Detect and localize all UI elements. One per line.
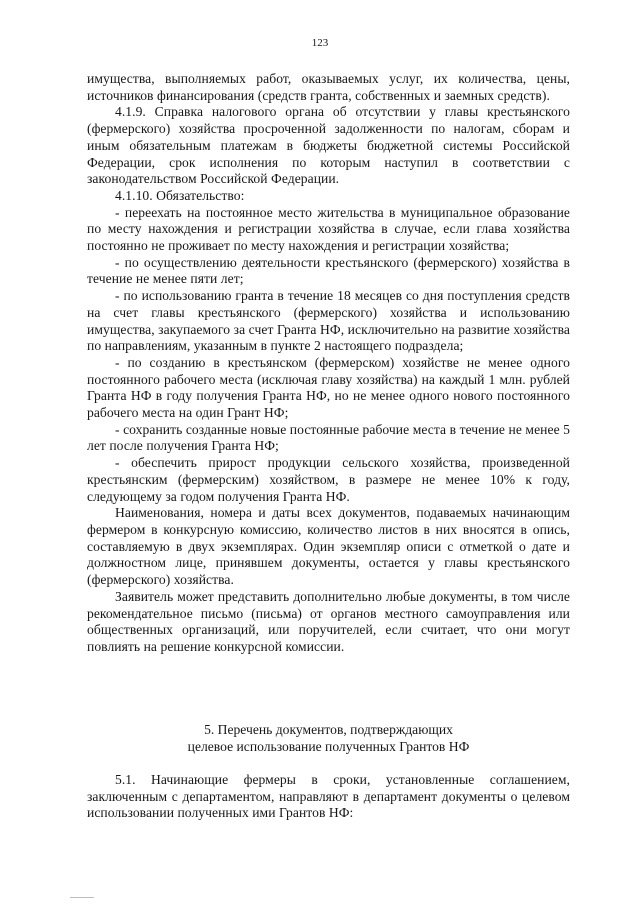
document-body-continued <box>87 772 570 822</box>
section-heading <box>87 721 570 755</box>
list-item: - сохранить созданные новые постоянные рабочие места в течение не менее 5 лет после получения Гранта НФ; <box>87 421 570 454</box>
section-heading-line: 5. Перечень документов, подтверждающих <box>204 722 453 737</box>
list-item: - обеспечить прирост продукции сельского хозяйства, произведенной крестьянским (фермерским) хозяйством, в размере не менее 10% к году, следующему за годом получения Гранта НФ. <box>87 455 570 504</box>
page-number: 123 <box>311 37 329 49</box>
paragraph: 5.1. Начинающие фермеры в сроки, установленные соглашением, заключенным с департаментом, направляют в департамент документы о целевом использовании полученных ими Грантов НФ: <box>87 772 570 821</box>
document-body <box>87 71 570 656</box>
list-item: - по созданию в крестьянском (фермерском) хозяйстве не менее одного постоянного рабочего места (исключая главу хозяйства) на каждый 1 млн. рублей Гранта НФ в году получения Гранта НФ, но не менее одного нового постоянного рабочего места на один Грант НФ; <box>87 354 570 421</box>
list-item: - переехать на постоянное место жительства в муниципальное образование по месту нахождения и регистрации хозяйства в случае, если глава хозяйства постоянно не проживает по месту нахождения и регистрации хозяйства; <box>87 204 570 254</box>
paragraph: Наименования, номера и даты всех документов, подаваемых начинающим фермером в конкурсную комиссию, количество листов в них вносятся в опись, составляемую в двух экземплярах. Один экземпляр описи с отметкой о дате и должностном лице, принявшем документы, остается у главы крестьянского (фермерского) хозяйства. <box>87 505 570 588</box>
scan-edge-mark <box>70 897 94 898</box>
list-item: - по осуществлению деятельности крестьянского (фермерского) хозяйства в течение не менее пяти лет; <box>87 254 570 287</box>
paragraph: Заявитель может представить дополнительно любые документы, в том числе рекомендательное письмо (письма) от органов местного самоуправления или общественных организаций, или поручителей, если считает, что они могут повлиять на решение конкурсной комиссии. <box>87 588 570 654</box>
paragraph: 4.1.10. Обязательство: <box>115 187 245 203</box>
paragraph: 4.1.9. Справка налогового органа об отсутствии у главы крестьянского (фермерского) хозяйства просроченной задолженности по налогам, сборам и иным обязательным платежам в бюджеты бюджетной системы Российской Федерации, срок исполнения по которым наступил в соответствии с законодательством Российской Федерации. <box>87 104 570 187</box>
section-heading-line: целевое использование полученных Грантов НФ <box>187 739 470 754</box>
list-item: - по использованию гранта в течение 18 месяцев со дня поступления средств на счет главы крестьянского (фермерского) хозяйства и использованию имущества, закупаемого за счет Гранта НФ, исключительно на развитие хозяйства по направлениям, указанным в пункте 2 настоящего подраздела; <box>87 288 570 354</box>
paragraph: имущества, выполняемых работ, оказываемых услуг, их количества, цены, источников финансирования (средств гранта, собственных и заемных средств). <box>87 71 570 103</box>
